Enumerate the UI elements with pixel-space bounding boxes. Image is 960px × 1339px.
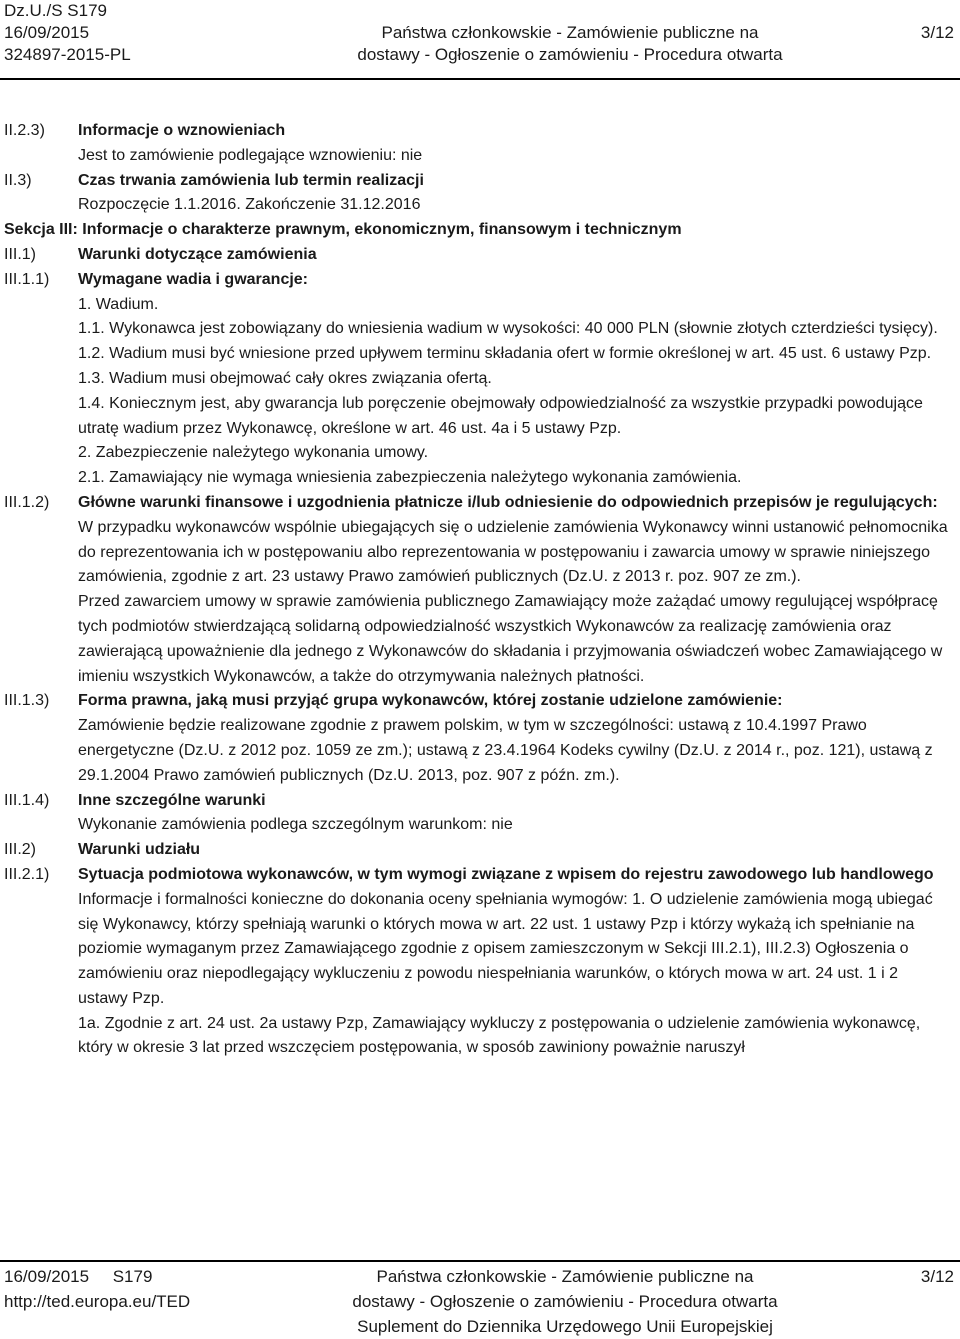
section-iii-1-2 xyxy=(0,491,960,689)
journal-reference: Dz.U./S S179 xyxy=(4,1,107,20)
paragraph: Zamówienie będzie realizowane zgodnie z prawem polskim, w tym w szczególności: ustawą z 10.4.1997 Prawo energetyczne (Dz.U. z 2012 poz. 1059 ze zm.); ustawą z 23.4.1964 Kodeks cywilny (Dz.U. z 2014 r., poz. 121), ustawą z 29.1.2004 Prawo zamówień publicznych (Dz.U. 2013, poz. 907 z późn. zm.). xyxy=(78,717,933,784)
footer-title-line1: Państwa członkowskie - Zamówienie publiczne na xyxy=(376,1267,754,1286)
footer-left xyxy=(4,1264,190,1314)
section-iii-1 xyxy=(0,243,960,268)
section-title: Główne warunki finansowe i uzgodnienia płatnicze i/lub odniesienie do odpowiednich przepisów je regulujących: xyxy=(78,493,938,511)
section-number: II.3) xyxy=(4,171,32,189)
section-text: Rozpoczęcie 1.1.2016. Zakończenie 31.12.2016 xyxy=(78,196,421,214)
section-number: III.1) xyxy=(4,245,37,263)
header-title-line1: Państwa członkowskie - Zamówienie publiczne na xyxy=(381,23,759,42)
header-date: 16/09/2015 xyxy=(4,23,90,42)
header-title-line2: dostawy - Ogłoszenie o zamówieniu - Procedura otwarta xyxy=(357,45,783,64)
section-text: Wykonanie zamówienia podlega szczególnym warunkom: nie xyxy=(78,816,513,834)
section-number: III.2) xyxy=(4,841,37,859)
notice-number: 324897-2015-PL xyxy=(4,45,131,64)
document-body xyxy=(0,119,960,1061)
list-item: 2.1. Zamawiający nie wymaga wniesienia zabezpieczenia należytego wykonania zamówienia. xyxy=(78,469,742,487)
footer-series: S179 xyxy=(112,1267,153,1286)
list-item: 1.2. Wadium musi być wniesione przed upływem terminu składania ofert w formie określonej w art. 45 ust. 6 ustawy Pzp. xyxy=(78,345,932,363)
page-header xyxy=(0,0,960,70)
section-title: Informacje o wznowieniach xyxy=(78,122,286,139)
list-item: 1.1. Wykonawca jest zobowiązany do wniesienia wadium w wysokości: 40 000 PLN (słownie złotych czterdzieści tysięcy). xyxy=(78,320,938,338)
list-item: 2. Zabezpieczenie należytego wykonania umowy. xyxy=(78,444,429,462)
paragraph: 1a. Zgodnie z art. 24 ust. 2a ustawy Pzp, Zamawiający wykluczy z postępowania o udzielenie zamówienia wykonawcę, który w okresie 3 lat przed wszczęciem postępowania, w sposób zawiniony poważnie naruszył xyxy=(78,1014,921,1057)
section-number: II.2.3) xyxy=(4,122,45,139)
page-footer xyxy=(0,1260,960,1334)
list-item: 1.3. Wadium musi obejmować cały okres związania ofertą. xyxy=(78,369,492,387)
section-number: III.1.4) xyxy=(4,791,50,809)
header-center xyxy=(320,22,820,66)
header-divider xyxy=(0,78,960,80)
paragraph: Informacje i formalności konieczne do dokonania oceny spełniania wymogów: 1. O udzielenie zamówienia mogą ubiegać się Wykonawcy, którzy spełniają warunki o których mowa w art. 22 ust. 1 ustawy Pzp i którzy wykażą ich spełnianie na poziomie wymaganym przez Zamawiającego zgodnie z opisem zamieszczonym w Sekcji III.2.1), III.2.3) Ogłoszenia o zamówieniu oraz niepodlegający wykluczeniu z powodu niespełniania warunków, o których mowa w art. 24 ust. 1 i 2 ustawy Pzp. xyxy=(78,890,933,1007)
section-title: Czas trwania zamówienia lub termin realizacji xyxy=(78,171,424,189)
footer-url[interactable]: http://ted.europa.eu/TED xyxy=(4,1292,191,1311)
section-ii-2-3 xyxy=(0,119,960,169)
section-title: Forma prawna, jaką musi przyjąć grupa wykonawców, której zostanie udzielone zamówienie: xyxy=(78,692,783,710)
section-title: Sytuacja podmiotowa wykonawców, w tym wymogi związane z wpisem do rejestru zawodowego lub handlowego xyxy=(78,865,934,883)
section-iii-1-3 xyxy=(0,689,960,788)
section-ii-3 xyxy=(0,169,960,219)
section-number: III.2.1) xyxy=(4,865,50,883)
footer-center xyxy=(300,1264,830,1339)
section-title: Warunki dotyczące zamówienia xyxy=(78,245,317,263)
section-title: Warunki udziału xyxy=(78,841,201,859)
footer-date: 16/09/2015 xyxy=(4,1267,90,1286)
list-item: 1. Wadium. xyxy=(78,295,159,313)
section-title: Inne szczególne warunki xyxy=(78,791,266,809)
footer-title-line3: Suplement do Dziennika Urzędowego Unii Europejskiej xyxy=(357,1317,773,1336)
header-left xyxy=(4,0,131,66)
footer-page-number: 3/12 xyxy=(920,1267,954,1286)
paragraph: W przypadku wykonawców wspólnie ubiegających się o udzielenie zamówienia Wykonawcy winni ustanowić pełnomocnika do reprezentowania ich w postępowaniu albo reprezentowania w postępowaniu i zawarcia umowy w sprawie niniejszego zamówienia, zgodnie z art. 23 ustawy Prawo zamówień publicznych (Dz.U. z 2013 r. poz. 907 ze zm.). xyxy=(78,518,948,586)
section-iii-2-1 xyxy=(0,863,960,1061)
list-item: 1.4. Koniecznym jest, aby gwarancja lub poręczenie obejmowały odpowiedzialność za wszystkie przypadki powodujące utratę wadium przez Wykonawcę, określone w art. 46 ust. 4a i 5 ustawy Pzp. xyxy=(78,394,923,437)
section-iii-1-4 xyxy=(0,789,960,839)
paragraph: Przed zawarciem umowy w sprawie zamówienia publicznego Zamawiający może zażądać umowy regulującej współpracę tych podmiotów stwierdzającą solidarną odpowiedzialność wszystkich Wykonawców za realizację zamówienia oraz zawierającą upoważnienie dla jednego z Wykonawców do składania i przyjmowania oświadczeń wobec Zamawiającego w imieniu wszystkich Wykonawców, a także do otrzymywania należnych płatności. xyxy=(78,593,943,685)
footer-title-line2: dostawy - Ogłoszenie o zamówieniu - Procedura otwarta xyxy=(352,1292,778,1311)
header-page-number: 3/12 xyxy=(920,23,954,42)
section-text: Jest to zamówienie podlegające wznowieniu: nie xyxy=(78,146,423,164)
footer-divider xyxy=(0,1260,960,1262)
section-iii-2 xyxy=(0,838,960,863)
section-number: III.1.2) xyxy=(4,493,50,511)
section-number: III.1.1) xyxy=(4,270,50,288)
section-title: Wymagane wadia i gwarancje: xyxy=(78,270,309,288)
section-iii-1-1 xyxy=(0,268,960,491)
section-iii-heading: Sekcja III: Informacje o charakterze prawnym, ekonomicznym, finansowym i technicznym xyxy=(4,221,682,239)
section-number: III.1.3) xyxy=(4,692,50,710)
